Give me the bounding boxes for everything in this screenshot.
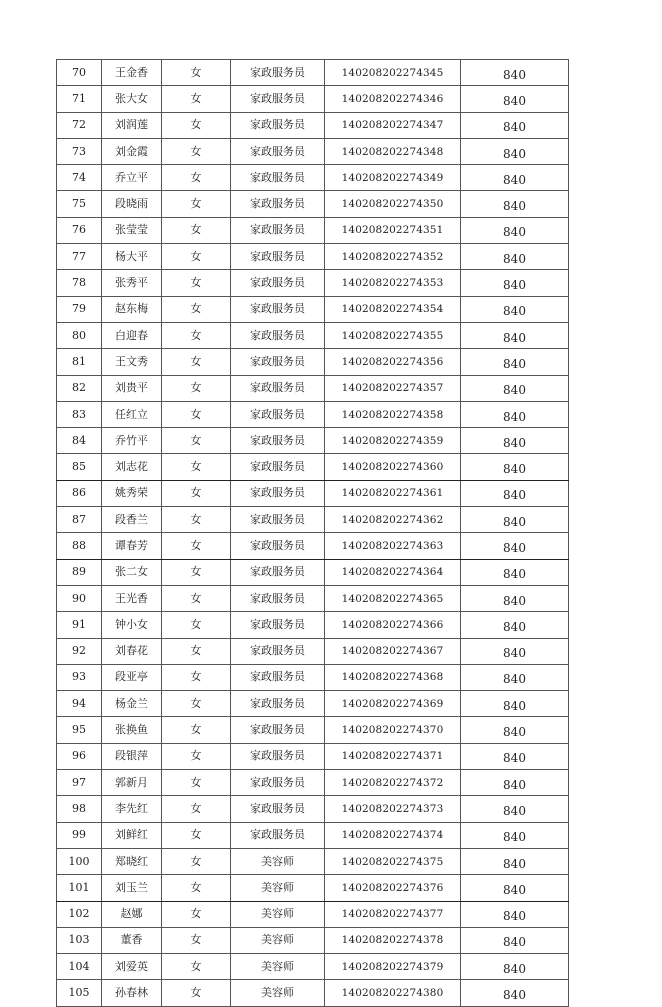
name-cell: 王文秀	[102, 349, 162, 375]
certificate-id-cell: 140208202274348	[325, 138, 461, 164]
occupation-cell: 家政服务员	[231, 585, 325, 611]
certificate-id-cell: 140208202274368	[325, 664, 461, 690]
amount-cell: 840	[461, 191, 569, 217]
occupation-cell: 家政服务员	[231, 322, 325, 348]
gender-cell: 女	[162, 875, 231, 901]
row-number-cell: 81	[57, 349, 102, 375]
row-number-cell: 90	[57, 585, 102, 611]
name-cell: 张莹莹	[102, 217, 162, 243]
table-row	[57, 612, 569, 638]
certificate-id-cell: 140208202274354	[325, 296, 461, 322]
name-cell: 刘玉兰	[102, 875, 162, 901]
gender-cell: 女	[162, 664, 231, 690]
occupation-cell: 家政服务员	[231, 638, 325, 664]
name-cell: 刘爱英	[102, 954, 162, 980]
table-row	[57, 664, 569, 690]
occupation-cell: 家政服务员	[231, 533, 325, 559]
gender-cell: 女	[162, 743, 231, 769]
gender-cell: 女	[162, 954, 231, 980]
certificate-id-cell: 140208202274355	[325, 322, 461, 348]
amount-cell: 840	[461, 322, 569, 348]
occupation-cell: 家政服务员	[231, 691, 325, 717]
occupation-cell: 家政服务员	[231, 664, 325, 690]
certificate-id-cell: 140208202274346	[325, 86, 461, 112]
certificate-id-cell: 140208202274378	[325, 927, 461, 953]
gender-cell: 女	[162, 428, 231, 454]
name-cell: 任红立	[102, 401, 162, 427]
gender-cell: 女	[162, 717, 231, 743]
gender-cell: 女	[162, 927, 231, 953]
gender-cell: 女	[162, 691, 231, 717]
gender-cell: 女	[162, 533, 231, 559]
name-cell: 张大女	[102, 86, 162, 112]
table-row	[57, 191, 569, 217]
row-number-cell: 72	[57, 112, 102, 138]
occupation-cell: 家政服务员	[231, 401, 325, 427]
gender-cell: 女	[162, 507, 231, 533]
name-cell: 李先红	[102, 796, 162, 822]
amount-cell: 840	[461, 112, 569, 138]
name-cell: 刘春花	[102, 638, 162, 664]
row-number-cell: 100	[57, 848, 102, 874]
certificate-id-cell: 140208202274369	[325, 691, 461, 717]
amount-cell: 840	[461, 901, 569, 927]
row-number-cell: 77	[57, 244, 102, 270]
row-number-cell: 93	[57, 664, 102, 690]
row-number-cell: 74	[57, 165, 102, 191]
occupation-cell: 家政服务员	[231, 217, 325, 243]
amount-cell: 840	[461, 165, 569, 191]
amount-cell: 840	[461, 796, 569, 822]
certificate-id-cell: 140208202274347	[325, 112, 461, 138]
table-row	[57, 848, 569, 874]
amount-cell: 840	[461, 296, 569, 322]
gender-cell: 女	[162, 165, 231, 191]
certificate-id-cell: 140208202274376	[325, 875, 461, 901]
amount-cell: 840	[461, 270, 569, 296]
certificate-id-cell: 140208202274379	[325, 954, 461, 980]
occupation-cell: 家政服务员	[231, 822, 325, 848]
table-row	[57, 112, 569, 138]
name-cell: 董香	[102, 927, 162, 953]
occupation-cell: 家政服务员	[231, 507, 325, 533]
name-cell: 姚秀荣	[102, 480, 162, 506]
row-number-cell: 88	[57, 533, 102, 559]
certificate-id-cell: 140208202274370	[325, 717, 461, 743]
occupation-cell: 家政服务员	[231, 138, 325, 164]
row-number-cell: 104	[57, 954, 102, 980]
certificate-id-cell: 140208202274352	[325, 244, 461, 270]
certificate-id-cell: 140208202274372	[325, 770, 461, 796]
table-row	[57, 270, 569, 296]
amount-cell: 840	[461, 664, 569, 690]
occupation-cell: 家政服务员	[231, 165, 325, 191]
occupation-cell: 家政服务员	[231, 612, 325, 638]
name-cell: 乔竹平	[102, 428, 162, 454]
certificate-id-cell: 140208202274353	[325, 270, 461, 296]
row-number-cell: 103	[57, 927, 102, 953]
amount-cell: 840	[461, 480, 569, 506]
gender-cell: 女	[162, 112, 231, 138]
gender-cell: 女	[162, 796, 231, 822]
gender-cell: 女	[162, 375, 231, 401]
table-row	[57, 138, 569, 164]
row-number-cell: 94	[57, 691, 102, 717]
row-number-cell: 102	[57, 901, 102, 927]
table-row	[57, 296, 569, 322]
gender-cell: 女	[162, 454, 231, 480]
gender-cell: 女	[162, 270, 231, 296]
name-cell: 段香兰	[102, 507, 162, 533]
amount-cell: 840	[461, 559, 569, 585]
table-row	[57, 638, 569, 664]
amount-cell: 840	[461, 770, 569, 796]
table-row	[57, 875, 569, 901]
row-number-cell: 97	[57, 770, 102, 796]
amount-cell: 840	[461, 60, 569, 86]
table-row	[57, 401, 569, 427]
gender-cell: 女	[162, 244, 231, 270]
certificate-id-cell: 140208202274360	[325, 454, 461, 480]
row-number-cell: 71	[57, 86, 102, 112]
name-cell: 段银萍	[102, 743, 162, 769]
name-cell: 刘志花	[102, 454, 162, 480]
gender-cell: 女	[162, 349, 231, 375]
name-cell: 刘贵平	[102, 375, 162, 401]
occupation-cell: 美容师	[231, 875, 325, 901]
name-cell: 杨金兰	[102, 691, 162, 717]
occupation-cell: 家政服务员	[231, 375, 325, 401]
occupation-cell: 家政服务员	[231, 796, 325, 822]
certificate-id-cell: 140208202274359	[325, 428, 461, 454]
table-row	[57, 322, 569, 348]
certificate-id-cell: 140208202274374	[325, 822, 461, 848]
row-number-cell: 98	[57, 796, 102, 822]
amount-cell: 840	[461, 612, 569, 638]
table-row	[57, 244, 569, 270]
roster-table	[56, 59, 569, 1007]
occupation-cell: 家政服务员	[231, 60, 325, 86]
amount-cell: 840	[461, 454, 569, 480]
amount-cell: 840	[461, 743, 569, 769]
table-row	[57, 533, 569, 559]
occupation-cell: 家政服务员	[231, 428, 325, 454]
certificate-id-cell: 140208202274364	[325, 559, 461, 585]
occupation-cell: 美容师	[231, 901, 325, 927]
certificate-id-cell: 140208202274380	[325, 980, 461, 1006]
table-row	[57, 822, 569, 848]
row-number-cell: 96	[57, 743, 102, 769]
name-cell: 郭新月	[102, 770, 162, 796]
gender-cell: 女	[162, 86, 231, 112]
amount-cell: 840	[461, 349, 569, 375]
gender-cell: 女	[162, 822, 231, 848]
table-row	[57, 954, 569, 980]
certificate-id-cell: 140208202274367	[325, 638, 461, 664]
amount-cell: 840	[461, 717, 569, 743]
name-cell: 刘金霞	[102, 138, 162, 164]
amount-cell: 840	[461, 217, 569, 243]
gender-cell: 女	[162, 322, 231, 348]
row-number-cell: 91	[57, 612, 102, 638]
row-number-cell: 85	[57, 454, 102, 480]
name-cell: 段亚亭	[102, 664, 162, 690]
row-number-cell: 92	[57, 638, 102, 664]
gender-cell: 女	[162, 585, 231, 611]
table-row	[57, 796, 569, 822]
occupation-cell: 家政服务员	[231, 112, 325, 138]
amount-cell: 840	[461, 138, 569, 164]
amount-cell: 840	[461, 86, 569, 112]
table-row	[57, 60, 569, 86]
gender-cell: 女	[162, 138, 231, 164]
amount-cell: 840	[461, 980, 569, 1006]
name-cell: 谭春芳	[102, 533, 162, 559]
name-cell: 赵东梅	[102, 296, 162, 322]
table-row	[57, 585, 569, 611]
table-row	[57, 165, 569, 191]
row-number-cell: 76	[57, 217, 102, 243]
amount-cell: 840	[461, 927, 569, 953]
row-number-cell: 70	[57, 60, 102, 86]
row-number-cell: 82	[57, 375, 102, 401]
name-cell: 张换鱼	[102, 717, 162, 743]
row-number-cell: 84	[57, 428, 102, 454]
table-row	[57, 927, 569, 953]
amount-cell: 840	[461, 428, 569, 454]
certificate-id-cell: 140208202274356	[325, 349, 461, 375]
certificate-id-cell: 140208202274349	[325, 165, 461, 191]
name-cell: 王光香	[102, 585, 162, 611]
amount-cell: 840	[461, 638, 569, 664]
roster-table-body	[57, 60, 569, 1007]
name-cell: 段晓雨	[102, 191, 162, 217]
certificate-id-cell: 140208202274371	[325, 743, 461, 769]
amount-cell: 840	[461, 533, 569, 559]
table-row	[57, 901, 569, 927]
table-row	[57, 217, 569, 243]
gender-cell: 女	[162, 401, 231, 427]
gender-cell: 女	[162, 612, 231, 638]
name-cell: 刘鲜红	[102, 822, 162, 848]
amount-cell: 840	[461, 954, 569, 980]
occupation-cell: 家政服务员	[231, 454, 325, 480]
amount-cell: 840	[461, 507, 569, 533]
name-cell: 杨大平	[102, 244, 162, 270]
gender-cell: 女	[162, 191, 231, 217]
name-cell: 张秀平	[102, 270, 162, 296]
gender-cell: 女	[162, 60, 231, 86]
amount-cell: 840	[461, 244, 569, 270]
table-row	[57, 770, 569, 796]
name-cell: 张二女	[102, 559, 162, 585]
table-row	[57, 717, 569, 743]
certificate-id-cell: 140208202274365	[325, 585, 461, 611]
table-row	[57, 980, 569, 1006]
table-row	[57, 691, 569, 717]
occupation-cell: 家政服务员	[231, 770, 325, 796]
certificate-id-cell: 140208202274375	[325, 848, 461, 874]
gender-cell: 女	[162, 480, 231, 506]
occupation-cell: 家政服务员	[231, 349, 325, 375]
certificate-id-cell: 140208202274373	[325, 796, 461, 822]
certificate-id-cell: 140208202274361	[325, 480, 461, 506]
gender-cell: 女	[162, 980, 231, 1006]
occupation-cell: 家政服务员	[231, 717, 325, 743]
certificate-id-cell: 140208202274362	[325, 507, 461, 533]
name-cell: 白迎春	[102, 322, 162, 348]
name-cell: 钟小女	[102, 612, 162, 638]
row-number-cell: 75	[57, 191, 102, 217]
occupation-cell: 美容师	[231, 954, 325, 980]
certificate-id-cell: 140208202274377	[325, 901, 461, 927]
occupation-cell: 家政服务员	[231, 296, 325, 322]
occupation-cell: 美容师	[231, 848, 325, 874]
name-cell: 王金香	[102, 60, 162, 86]
occupation-cell: 美容师	[231, 980, 325, 1006]
certificate-id-cell: 140208202274345	[325, 60, 461, 86]
row-number-cell: 95	[57, 717, 102, 743]
certificate-id-cell: 140208202274358	[325, 401, 461, 427]
certificate-id-cell: 140208202274351	[325, 217, 461, 243]
amount-cell: 840	[461, 848, 569, 874]
row-number-cell: 83	[57, 401, 102, 427]
row-number-cell: 87	[57, 507, 102, 533]
amount-cell: 840	[461, 691, 569, 717]
row-number-cell: 86	[57, 480, 102, 506]
row-number-cell: 78	[57, 270, 102, 296]
gender-cell: 女	[162, 217, 231, 243]
certificate-id-cell: 140208202274357	[325, 375, 461, 401]
gender-cell: 女	[162, 901, 231, 927]
row-number-cell: 79	[57, 296, 102, 322]
gender-cell: 女	[162, 638, 231, 664]
name-cell: 孙春林	[102, 980, 162, 1006]
certificate-id-cell: 140208202274366	[325, 612, 461, 638]
gender-cell: 女	[162, 559, 231, 585]
row-number-cell: 73	[57, 138, 102, 164]
occupation-cell: 家政服务员	[231, 743, 325, 769]
table-row	[57, 375, 569, 401]
table-row	[57, 349, 569, 375]
table-row	[57, 86, 569, 112]
row-number-cell: 101	[57, 875, 102, 901]
gender-cell: 女	[162, 848, 231, 874]
row-number-cell: 80	[57, 322, 102, 348]
amount-cell: 840	[461, 875, 569, 901]
table-row	[57, 480, 569, 506]
row-number-cell: 89	[57, 559, 102, 585]
occupation-cell: 家政服务员	[231, 270, 325, 296]
occupation-cell: 家政服务员	[231, 480, 325, 506]
amount-cell: 840	[461, 822, 569, 848]
table-row	[57, 743, 569, 769]
occupation-cell: 家政服务员	[231, 559, 325, 585]
amount-cell: 840	[461, 401, 569, 427]
name-cell: 赵娜	[102, 901, 162, 927]
certificate-id-cell: 140208202274363	[325, 533, 461, 559]
row-number-cell: 105	[57, 980, 102, 1006]
occupation-cell: 家政服务员	[231, 191, 325, 217]
table-row	[57, 428, 569, 454]
name-cell: 刘润莲	[102, 112, 162, 138]
amount-cell: 840	[461, 375, 569, 401]
occupation-cell: 家政服务员	[231, 86, 325, 112]
row-number-cell: 99	[57, 822, 102, 848]
gender-cell: 女	[162, 296, 231, 322]
amount-cell: 840	[461, 585, 569, 611]
name-cell: 郑晓红	[102, 848, 162, 874]
certificate-id-cell: 140208202274350	[325, 191, 461, 217]
table-row	[57, 454, 569, 480]
gender-cell: 女	[162, 770, 231, 796]
occupation-cell: 家政服务员	[231, 244, 325, 270]
name-cell: 乔立平	[102, 165, 162, 191]
occupation-cell: 美容师	[231, 927, 325, 953]
table-row	[57, 559, 569, 585]
table-row	[57, 507, 569, 533]
